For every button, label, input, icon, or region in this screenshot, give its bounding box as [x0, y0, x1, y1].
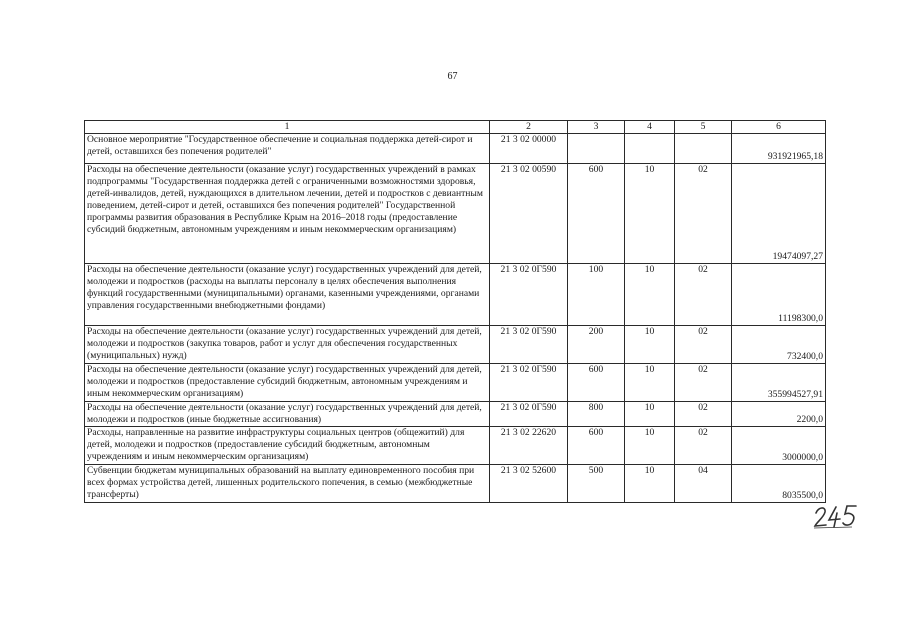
row-amount: 931921965,18	[732, 134, 826, 164]
row-name: Расходы на обеспечение деятельности (оказание услуг) государственных учреждений для детей, молодежи и подростков (закупка товаров, работ и услуг для обеспечения государственных (муниципальных) нужд)	[85, 326, 490, 364]
table-row	[85, 134, 826, 164]
row-subsection: 02	[675, 326, 732, 364]
table-row	[85, 164, 826, 264]
row-code: 21 3 02 0Г590	[490, 264, 568, 326]
row-subsection: 02	[675, 364, 732, 402]
column-header-5: 5	[675, 121, 732, 134]
table-row	[85, 326, 826, 364]
row-name: Расходы на обеспечение деятельности (оказание услуг) государственных учреждений для детей, молодежи и подростков (иные бюджетные ассигнования)	[85, 402, 490, 427]
row-name: Расходы на обеспечение деятельности (оказание услуг) государственных учреждений для детей, молодежи и подростков (предоставление субсидий бюджетным, автономным учреждениям и иным некоммерческим организациям)	[85, 364, 490, 402]
row-subsection: 02	[675, 402, 732, 427]
row-section: 10	[625, 465, 675, 503]
row-section	[625, 134, 675, 164]
row-expense-type: 600	[568, 427, 625, 465]
handwritten-page-mark	[812, 503, 860, 529]
header-row	[85, 121, 826, 134]
table-row	[85, 402, 826, 427]
row-amount: 11198300,0	[732, 264, 826, 326]
row-amount: 732400,0	[732, 326, 826, 364]
row-expense-type	[568, 134, 625, 164]
column-header-1: 1	[85, 121, 490, 134]
row-amount: 3000000,0	[732, 427, 826, 465]
table-body	[85, 121, 826, 503]
table-row	[85, 427, 826, 465]
row-subsection	[675, 134, 732, 164]
row-code: 21 3 02 52600	[490, 465, 568, 503]
column-header-6: 6	[732, 121, 826, 134]
row-section: 10	[625, 264, 675, 326]
table-row	[85, 264, 826, 326]
row-section: 10	[625, 326, 675, 364]
row-code: 21 3 02 0Г590	[490, 326, 568, 364]
row-expense-type: 100	[568, 264, 625, 326]
row-name: Расходы на обеспечение деятельности (оказание услуг) государственных учреждений в рамках подпрограммы "Государственная поддержка детей с ограниченными возможностями здоровья, детей-инвалидов, детей, нуждающихся в длительном лечении, детей и подростков с девиантным поведением, детей-сирот и детей, оставшихся без попечения родителей" Государственной программы развития образования в Республике Крым на 2016–2018 годы (предоставление субсидий бюджетным, автономным учреждениям и иным некоммерческим организациям)	[85, 164, 490, 264]
row-expense-type: 600	[568, 164, 625, 264]
row-expense-type: 200	[568, 326, 625, 364]
column-header-4: 4	[625, 121, 675, 134]
row-subsection: 02	[675, 427, 732, 465]
row-section: 10	[625, 364, 675, 402]
row-subsection: 02	[675, 164, 732, 264]
column-header-3: 3	[568, 121, 625, 134]
row-section: 10	[625, 164, 675, 264]
table-row	[85, 364, 826, 402]
row-code: 21 3 02 00590	[490, 164, 568, 264]
row-amount: 19474097,27	[732, 164, 826, 264]
row-name: Основное мероприятие "Государственное обеспечение и социальная поддержка детей-сирот и детей, оставшихся без попечения родителей"	[85, 134, 490, 164]
row-expense-type: 800	[568, 402, 625, 427]
row-amount: 8035500,0	[732, 465, 826, 503]
row-subsection: 02	[675, 264, 732, 326]
page-number: 67	[447, 71, 458, 82]
row-code: 21 3 02 22620	[490, 427, 568, 465]
row-section: 10	[625, 427, 675, 465]
row-expense-type: 600	[568, 364, 625, 402]
column-header-2: 2	[490, 121, 568, 134]
row-code: 21 3 02 0Г590	[490, 402, 568, 427]
row-section: 10	[625, 402, 675, 427]
budget-table	[84, 120, 826, 503]
row-expense-type: 500	[568, 465, 625, 503]
row-name: Субвенции бюджетам муниципальных образований на выплату единовременного пособия при всех формах устройства детей, лишенных родительского попечения, в семью (межбюджетные трансферты)	[85, 465, 490, 503]
row-name: Расходы на обеспечение деятельности (оказание услуг) государственных учреждений для детей, молодежи и подростков (расходы на выплаты персоналу в целях обеспечения выполнения функций государственными (муниципальными) органами, казенными учреждениями, органами управления государственными внебюджетными фондами)	[85, 264, 490, 326]
row-code: 21 3 02 0Г590	[490, 364, 568, 402]
row-amount: 355994527,91	[732, 364, 826, 402]
row-subsection: 04	[675, 465, 732, 503]
row-name: Расходы, направленные на развитие инфраструктуры социальных центров (общежитий) для детей, молодежи и подростков (предоставление субсидий бюджетным, автономным учреждениям и иным некоммерческим организациям)	[85, 427, 490, 465]
row-code: 21 3 02 00000	[490, 134, 568, 164]
row-amount: 2200,0	[732, 402, 826, 427]
table-row	[85, 465, 826, 503]
